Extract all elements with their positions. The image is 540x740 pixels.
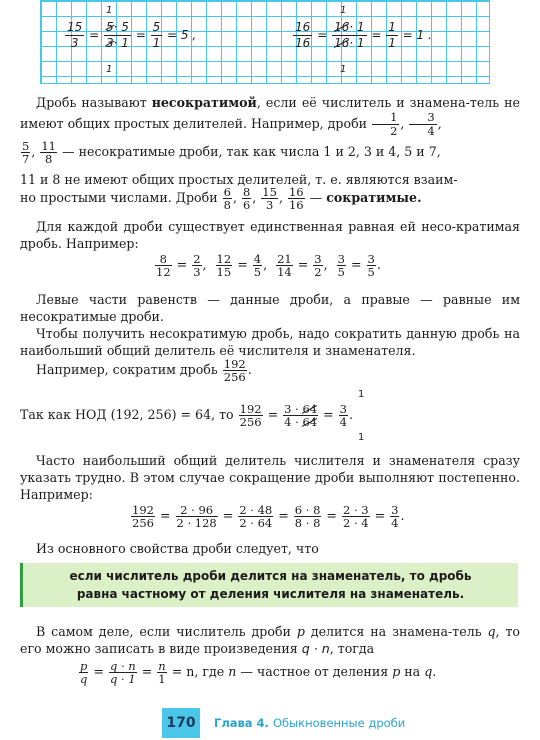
paragraph-example-reduce: Например, сократим дробь $\frac{192}{256}$ . bbox=[36, 357, 252, 384]
cancel-top-gcd: 1 bbox=[358, 389, 365, 400]
paragraph-stepwise-reduction: Часто наибольший общий делитель числителя и знаменателя сразу указать трудно. В этом случае сокращение дроби выполняют постепенно. Например: bbox=[20, 453, 520, 502]
cancel-bottom-gcd: 1 bbox=[358, 432, 365, 443]
equation-stepwise-chain: $\frac{192}{256}$ = $\frac{2 \cdot 96}{2 \cdot 128}$ = $\frac{2 \cdot 48}{2 \cdot 64}$ = $\frac{6 \cdot 8}{8 \cdot 8}$ = $\frac{2 \cdot 3}{2 \cdot 4}$ = $\frac{3}{4}$ . bbox=[132, 503, 405, 530]
equation-examples: $\frac{8}{12}$ = $\frac{2}{3}$ , $\frac{12}{15}$ = $\frac{4}{5}$ , $\frac{21}{14}$ = $\frac{3}{2}$ , $\frac{3}{5}$ = $\frac{3}{5}$ . bbox=[156, 252, 381, 279]
paragraph-line-coprime: 11 и 8 не имеют общих простых делителей, т. е. являются взаим- bbox=[20, 172, 458, 187]
paragraph-main-property: Из основного свойства дроби следует, что bbox=[36, 541, 319, 556]
paragraph-how-to-reduce: Чтобы получить несократимую дробь, надо сократить данную дробь на наибольший общий делитель её числителя и знаменателя. bbox=[20, 326, 520, 358]
chapter-title: Глава 4. Обыкновенные дроби bbox=[214, 716, 406, 730]
cancel-top-right: 1 bbox=[340, 5, 347, 16]
cancel-bottom-right: 1 bbox=[340, 64, 347, 75]
paragraph-left-right-parts: Левые части равенств — данные дроби, а правые — равные им несократимые дроби. bbox=[20, 292, 520, 324]
paragraph-irreducible-definition: Дробь называют несократимой, если её числитель и знамена-тель не имеют общих простых делителей. Например, дроби $\frac{1}{2}$ , $\frac{3}{4}$ , bbox=[20, 95, 520, 138]
rule-line-1: если числитель дроби делится на знаменатель, то дробь bbox=[69, 569, 472, 583]
equation-quotient: $\frac{p}{q}$ = $\frac{q \cdot n}{q \cdot 1}$ = $\frac{n}{1}$ = n, где n — частное от деления p на q. bbox=[80, 659, 437, 686]
page-number: 170 bbox=[162, 708, 200, 738]
page-footer bbox=[162, 708, 405, 738]
grid-expression-right: $\frac{16}{16}$ = $\frac{16\cdot 1}{16\cdot 1}$ = $\frac{1}{1}$ = 1 . bbox=[295, 20, 432, 50]
rule-line-2: равна частному от деления числителя на знаменатель. bbox=[76, 587, 465, 601]
paragraph-line-examples: $\frac{5}{7}$ , $\frac{11}{8}$ — несократимые дроби, так как числа 1 и 2, 3 и 4, 5 и 7, bbox=[22, 139, 441, 166]
cancel-top-left: 1 bbox=[106, 5, 113, 16]
grid-expression-left: $\frac{15}{3}$ = $\frac{5\cdot 5}{3\cdot 1}$ = $\frac{5}{1}$ = 5 , bbox=[67, 20, 197, 50]
paragraph-unique-irreducible: Для каждой дроби существует единственная равная ей несо-кратимая дробь. Например: bbox=[20, 219, 520, 251]
paragraph-line-reducible: но простыми числами. Дроби $\frac{6}{8}$ , $\frac{8}{6}$ , $\frac{15}{3}$ , $\frac{16}{16}$ — сократимые. bbox=[20, 185, 422, 212]
paragraph-gcd-reduction: Так как НОД (192, 256) = 64, то $\frac{192}{256}$ = $\frac{3 \cdot 64}{4 \cdot 64}$ = $\frac{3}{4}$ . bbox=[20, 402, 354, 429]
cancel-bottom-left: 1 bbox=[106, 64, 113, 75]
paragraph-proof: В самом деле, если числитель дроби p делится на знамена-тель q, то его можно записать в виде произведения q · n, тогда bbox=[20, 624, 520, 656]
rule-box bbox=[20, 563, 518, 607]
